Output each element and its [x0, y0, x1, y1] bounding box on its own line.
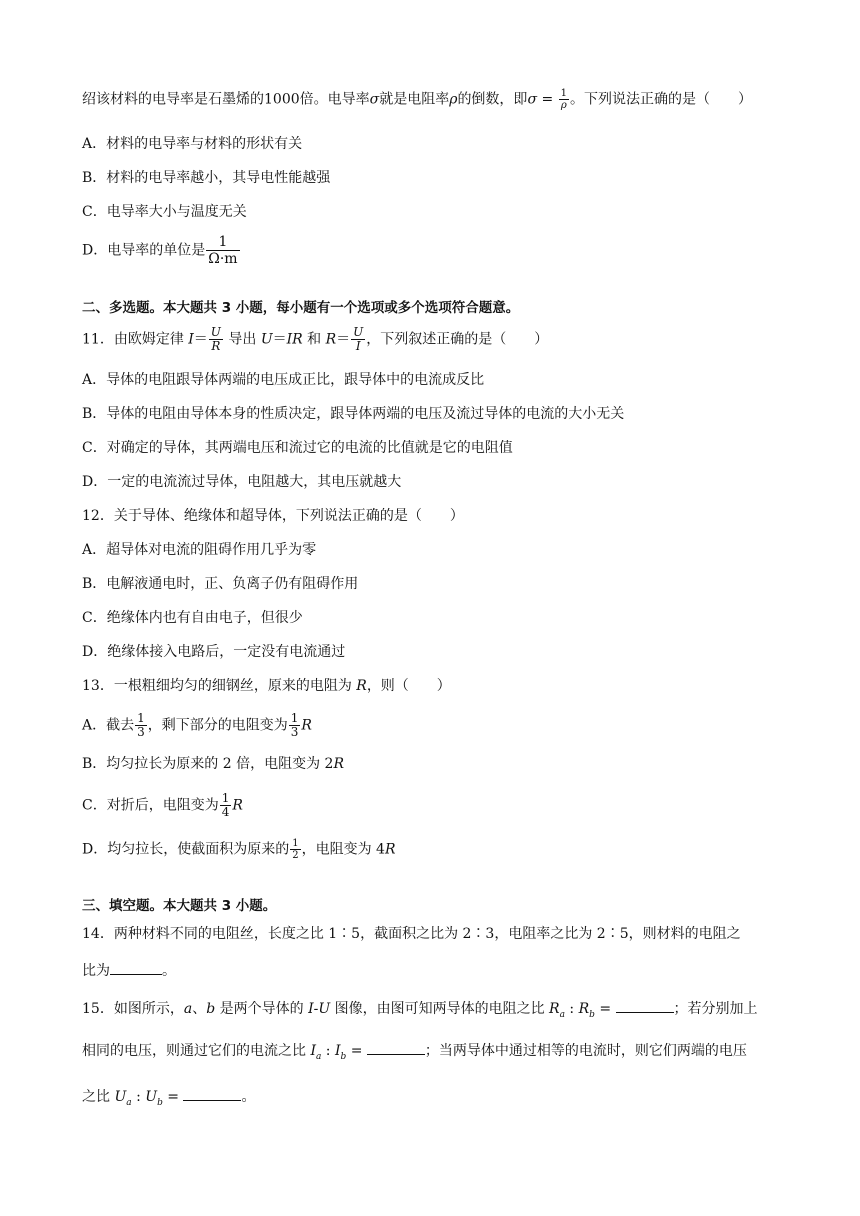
q14-text-end: 。: [162, 963, 176, 979]
var-r: R: [232, 797, 243, 814]
equals-sign: =: [537, 91, 558, 108]
subscript-b: b: [589, 1009, 595, 1020]
q12-option-b: B．电解液通电时，正、负离子仍有阻碍作用: [82, 576, 359, 592]
q12-stem: 12．关于导体、绝缘体和超导体，下列说法正确的是（ ）: [82, 508, 464, 524]
fraction-numerator: 1: [221, 791, 230, 805]
subscript-b: b: [157, 1097, 163, 1108]
ohm-fraction-1: [209, 326, 223, 353]
equals-sign: ＝: [272, 331, 287, 348]
q15-text-8: 之比: [82, 1089, 115, 1105]
answer-blank-2[interactable]: [367, 1040, 425, 1055]
q11-option-d: D．一定的电流流过导体，电阻越大，其电压就越大: [82, 474, 402, 490]
unit-denominator: Ω·m: [208, 251, 238, 267]
var-b: b: [206, 1001, 216, 1017]
q10-text-3: 的倒数，即: [457, 91, 528, 108]
fraction-denominator: R: [211, 339, 221, 353]
q15-text-2: 、: [192, 1001, 207, 1017]
q14-line-2: [82, 960, 176, 981]
fraction-one-quarter: [220, 792, 232, 819]
q13-option-d-text-1: D．均匀拉长，使截面积为原来的: [82, 841, 290, 858]
q10-text-4: 。下列说法正确的是（ ）: [570, 91, 753, 108]
subscript-a: a: [559, 1009, 565, 1020]
answer-blank-3[interactable]: [183, 1086, 241, 1101]
var-a: a: [183, 1001, 193, 1017]
answer-blank-1[interactable]: [616, 998, 674, 1013]
q10-option-d-text: D．电导率的单位是: [82, 242, 206, 259]
var-ib: I: [334, 1043, 341, 1059]
var-ir: IR: [286, 331, 303, 348]
fraction-numerator: 1: [290, 711, 299, 725]
subscript-a: a: [126, 1097, 132, 1108]
q11-option-c: C．对确定的导体，其两端电压和流过它的电流的比值就是它的电阻值: [82, 440, 513, 456]
q11-option-b: B．导体的电阻由导体本身的性质决定，跟导体两端的电压及流过导体的电流的大小无关: [82, 406, 625, 422]
fraction-one-third-2: [289, 712, 301, 739]
fraction-numerator: U: [353, 325, 364, 339]
q11-text-2: 导出: [223, 331, 261, 348]
subscript-b: b: [340, 1051, 347, 1062]
equals-sign: ＝: [193, 331, 208, 348]
q15-text-9: 。: [241, 1089, 256, 1105]
fraction-denominator: 3: [290, 725, 299, 739]
var-ub: U: [145, 1089, 158, 1105]
q13-option-a: [82, 712, 312, 739]
q13-option-a-text-2: ，剩下部分的电阻变为: [147, 717, 288, 734]
q13-option-d: [82, 838, 396, 861]
q10-text-2: 就是电阻率: [379, 91, 450, 108]
ratio-colon: :: [321, 1043, 335, 1059]
q12-option-c: C．绝缘体内也有自由电子，但很少: [82, 610, 303, 626]
var-i: I: [188, 331, 194, 348]
section-2-title: 二、多选题。本大题共 3 小题，每小题有一个选项或多个选项符合题意。: [82, 300, 520, 316]
var-ia: I: [310, 1043, 316, 1059]
q11-text-4: ，下列叙述正确的是（ ）: [366, 331, 549, 348]
q10-option-a: A．材料的电导率与材料的形状有关: [82, 136, 303, 152]
var-ra: R: [549, 1001, 560, 1017]
q13-option-c-text: C．对折后，电阻变为: [82, 797, 219, 814]
var-r: R: [333, 756, 344, 772]
q15-text-7: ；当两导体中通过相等的电流时，则它们两端的电压: [424, 1043, 747, 1059]
q11-option-a: A．导体的电阻跟导体两端的电压成正比，跟导体中的电流成反比: [82, 372, 485, 388]
q10-option-d: [82, 234, 241, 267]
q15-text-4: 图像，由图可知两导体的电阻之比: [330, 1001, 550, 1017]
q10-option-c: C．电导率大小与温度无关: [82, 204, 247, 220]
unit-numerator: 1: [206, 234, 239, 251]
fraction-numerator: 1: [137, 711, 145, 725]
q15-line-3: [82, 1086, 255, 1113]
equals-sign: =: [162, 1089, 184, 1105]
var-rb: R: [578, 1001, 590, 1017]
var-r: R: [301, 717, 312, 734]
var-iu: I-U: [308, 1001, 331, 1017]
var-r: R: [384, 841, 396, 858]
fraction-numerator: U: [210, 325, 221, 339]
fraction-denominator: ρ: [560, 100, 567, 111]
q15-text-6: 相同的电压，则通过它们的电流之比: [82, 1043, 311, 1059]
q13-option-d-text-2: ，电阻变为 4: [301, 841, 385, 858]
ratio-colon: :: [564, 1001, 579, 1017]
q15-text-1: 15．如图所示，: [82, 1001, 184, 1017]
fraction-denominator: I: [355, 339, 361, 353]
q10-stem-line: [82, 88, 752, 111]
answer-blank[interactable]: [110, 960, 162, 975]
q13-option-b: [82, 754, 344, 774]
fraction-denominator: 3: [137, 725, 145, 739]
subscript-a: a: [315, 1051, 322, 1062]
q11-text-3: 和: [302, 331, 326, 348]
fraction-numerator: 1: [560, 88, 568, 99]
var-r: R: [325, 331, 337, 348]
equals-sign: =: [594, 1001, 616, 1017]
var-r: R: [356, 678, 367, 694]
q13-text-1: 13．一根粗细均匀的细钢丝，原来的电阻为: [82, 678, 357, 694]
q13-option-a-text-1: A．截去: [82, 717, 135, 734]
q10-option-b: B．材料的电导率越小，其导电性能越强: [82, 170, 331, 186]
q13-option-b-text: B．均匀拉长为原来的 2 倍，电阻变为 2: [82, 756, 334, 772]
sigma-symbol: σ: [369, 91, 380, 108]
q15-line-1: [82, 998, 758, 1025]
sigma-fraction: [559, 88, 569, 111]
sigma-symbol-2: σ: [527, 91, 537, 108]
q14-line-1: 14．两种材料不同的电阻丝，长度之比 1∶5，截面积之比为 2∶3，电阻率之比为 2∶5，则材料的电阻之: [82, 926, 741, 942]
fraction-numerator: 1: [292, 838, 299, 849]
q13-option-c: [82, 792, 243, 819]
fraction-one-third: [135, 712, 147, 739]
rho-symbol: ρ: [449, 91, 458, 108]
var-ua: U: [114, 1089, 127, 1105]
q10-text-1: 绍该材料的电导率是石墨烯的1000倍。电导率: [82, 91, 370, 108]
unit-fraction: [206, 234, 239, 267]
q15-text-5: ；若分别加上: [673, 1001, 758, 1017]
q12-option-d: D．绝缘体接入电路后，一定没有电流通过: [82, 644, 346, 660]
q14-text: 比为: [82, 963, 110, 979]
fraction-one-half: [290, 838, 300, 861]
var-u: U: [260, 331, 273, 348]
fraction-denominator: 4: [221, 805, 230, 819]
q15-line-2: [82, 1040, 747, 1067]
fraction-denominator: 2: [292, 850, 299, 861]
q13-stem: [82, 676, 451, 696]
equals-sign: =: [346, 1043, 367, 1059]
q13-text-2: ，则（ ）: [366, 678, 451, 694]
equals-sign: ＝: [336, 331, 351, 348]
section-3-title: 三、填空题。本大题共 3 小题。: [82, 898, 277, 914]
ohm-fraction-2: [351, 326, 365, 353]
q15-text-3: 是两个导体的: [215, 1001, 309, 1017]
q11-stem: [82, 326, 548, 353]
q12-option-a: A．超导体对电流的阻碍作用几乎为零: [82, 542, 317, 558]
q11-text-1: 11．由欧姆定律: [82, 331, 189, 348]
ratio-colon: :: [131, 1089, 146, 1105]
